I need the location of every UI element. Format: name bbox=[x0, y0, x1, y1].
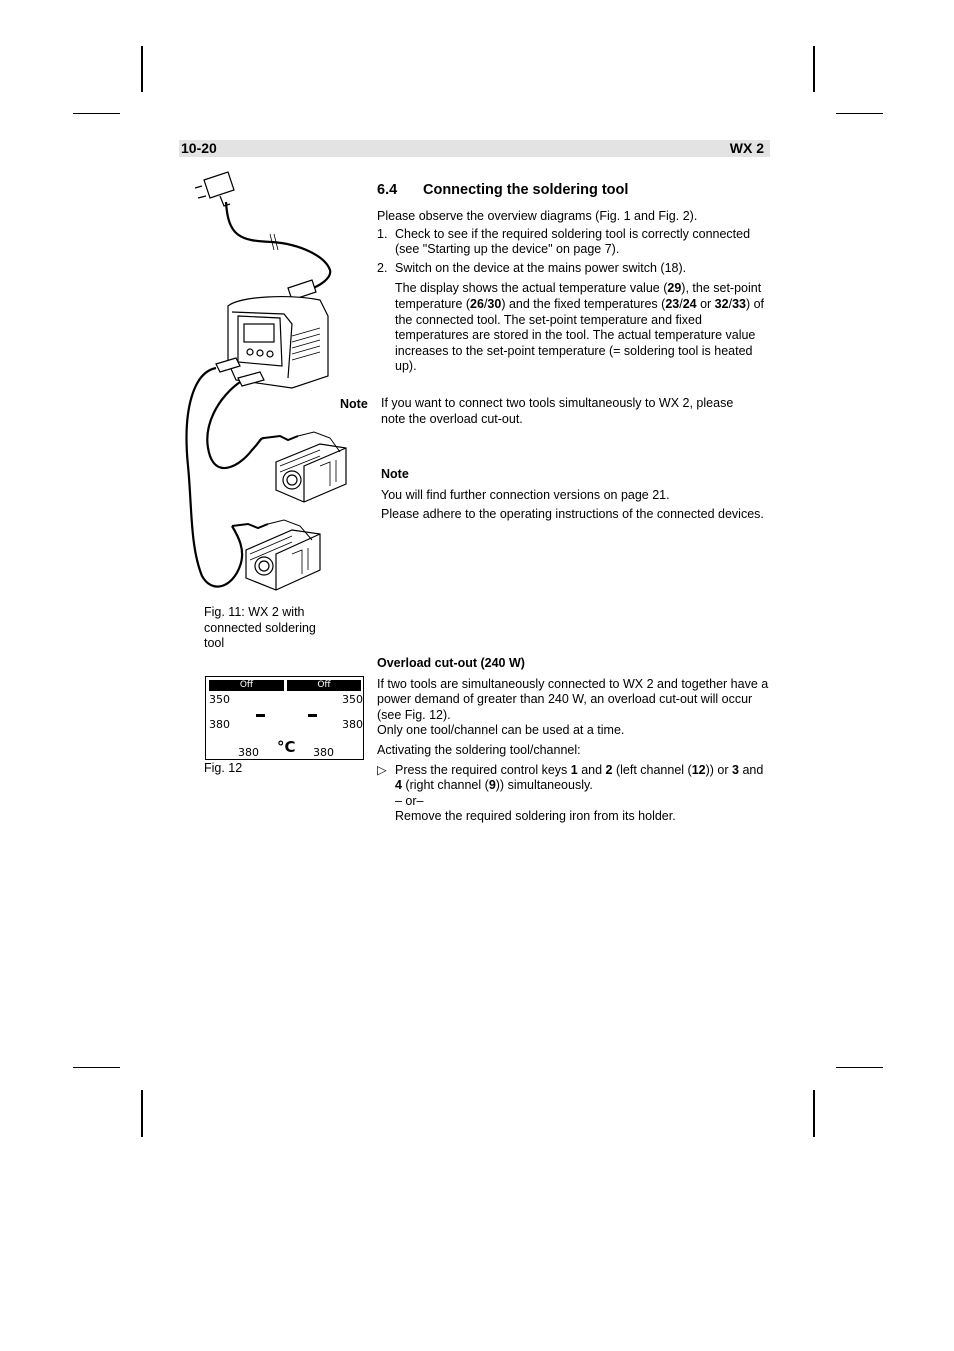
left-fixed-temp: 380 bbox=[209, 718, 230, 731]
ref-number: 32 bbox=[714, 296, 729, 311]
step-item bbox=[377, 227, 770, 258]
page-number: 10-20 bbox=[181, 140, 217, 156]
note-block bbox=[381, 467, 766, 523]
note-paragraph: Please adhere to the operating instructions of the connected devices. bbox=[381, 507, 764, 522]
left-set-temp: 350 bbox=[209, 693, 230, 706]
overload-paragraph: Activating the soldering tool/channel: bbox=[377, 742, 581, 757]
crop-mark bbox=[141, 1090, 143, 1137]
left-bottom-temp: 380 bbox=[238, 746, 259, 759]
alternative-action: Remove the required soldering iron from its holder. bbox=[395, 809, 676, 824]
section-number: 6.4 bbox=[377, 182, 398, 198]
soldering-station-illustration bbox=[180, 166, 355, 596]
ref-number: 23 bbox=[665, 296, 680, 311]
key-ref: 4 bbox=[395, 778, 402, 793]
right-fixed-temp: 380 bbox=[342, 718, 363, 731]
overload-section bbox=[377, 656, 770, 825]
step-text: Check to see if the required soldering tool is correctly connected (see "Starting up the device" on page 7). bbox=[395, 226, 751, 257]
left-dash bbox=[256, 714, 265, 717]
note-paragraph: You will find further connection versions on page 21. bbox=[381, 487, 670, 502]
celsius-unit: °C bbox=[277, 738, 296, 756]
action-item: ▷ Press the required control keys 1 and 2 (left channel (12)) or 3 and 4 (right channel (9)) simultaneously. – or– Remove the required soldering iron from its holder. bbox=[377, 763, 770, 825]
key-ref: 12 bbox=[691, 762, 706, 777]
ref-number: 29 bbox=[667, 281, 682, 296]
fig12-caption: Fig. 12 bbox=[204, 761, 243, 775]
right-status-bar: Off bbox=[287, 680, 361, 691]
left-status-bar: Off bbox=[209, 680, 284, 691]
ref-number: 33 bbox=[732, 296, 746, 311]
key-ref: 2 bbox=[605, 762, 613, 777]
note-heading: Note bbox=[381, 467, 409, 481]
crop-mark bbox=[836, 113, 883, 114]
key-ref: 9 bbox=[488, 778, 496, 793]
product-name: WX 2 bbox=[729, 140, 764, 156]
step-number: 1. bbox=[377, 226, 388, 241]
or-separator: – or– bbox=[395, 793, 424, 808]
lcd-display bbox=[205, 676, 364, 760]
right-dash bbox=[308, 714, 317, 717]
page-header bbox=[179, 140, 770, 157]
ref-number: 26 bbox=[470, 296, 484, 311]
crop-mark bbox=[141, 46, 143, 92]
right-bottom-temp: 380 bbox=[313, 746, 334, 759]
section-heading: Connecting the soldering tool bbox=[423, 182, 629, 198]
step-text: Switch on the device at the mains power switch (18). bbox=[395, 260, 687, 275]
note-text: If you want to connect two tools simultaneously to WX 2, please note the overload cut-out. bbox=[381, 396, 734, 426]
crop-mark bbox=[813, 1090, 815, 1137]
crop-mark bbox=[73, 1067, 120, 1068]
crop-mark bbox=[813, 46, 815, 92]
overload-paragraph: If two tools are simultaneously connected to WX 2 and together have a power demand of greater than 240 W, an overload cut-out will occur (see Fig. 12). bbox=[377, 676, 769, 722]
note-label: Note bbox=[340, 397, 368, 411]
overload-heading: Overload cut-out (240 W) bbox=[377, 656, 525, 670]
right-set-temp: 350 bbox=[342, 693, 363, 706]
display-paragraph: The display shows the actual temperature value (29), the set-point temperature (26/30) and the fixed temperatures (23/24 or 32/33) of the connected tool. The set-point temperature and fixed temperatures are stored in the tool. The actual temperature value increases to the set-point temperature (= soldering tool is heated up). bbox=[395, 281, 765, 374]
crop-mark bbox=[73, 113, 120, 114]
step-item bbox=[377, 261, 770, 277]
section-title bbox=[377, 183, 767, 201]
key-ref: 1 bbox=[570, 762, 578, 777]
ref-number: 24 bbox=[682, 296, 697, 311]
step-number: 2. bbox=[377, 260, 388, 275]
action-bullet-icon: ▷ bbox=[377, 762, 387, 777]
key-ref: 3 bbox=[732, 762, 739, 777]
fig11-caption: Fig. 11: WX 2 with connected soldering tool bbox=[204, 605, 316, 651]
crop-mark bbox=[836, 1067, 883, 1068]
main-text bbox=[377, 209, 770, 375]
ref-number: 30 bbox=[487, 296, 502, 311]
intro-paragraph: Please observe the overview diagrams (Fig. 1 and Fig. 2). bbox=[377, 209, 698, 223]
overload-paragraph: Only one tool/channel can be used at a time. bbox=[377, 723, 625, 738]
